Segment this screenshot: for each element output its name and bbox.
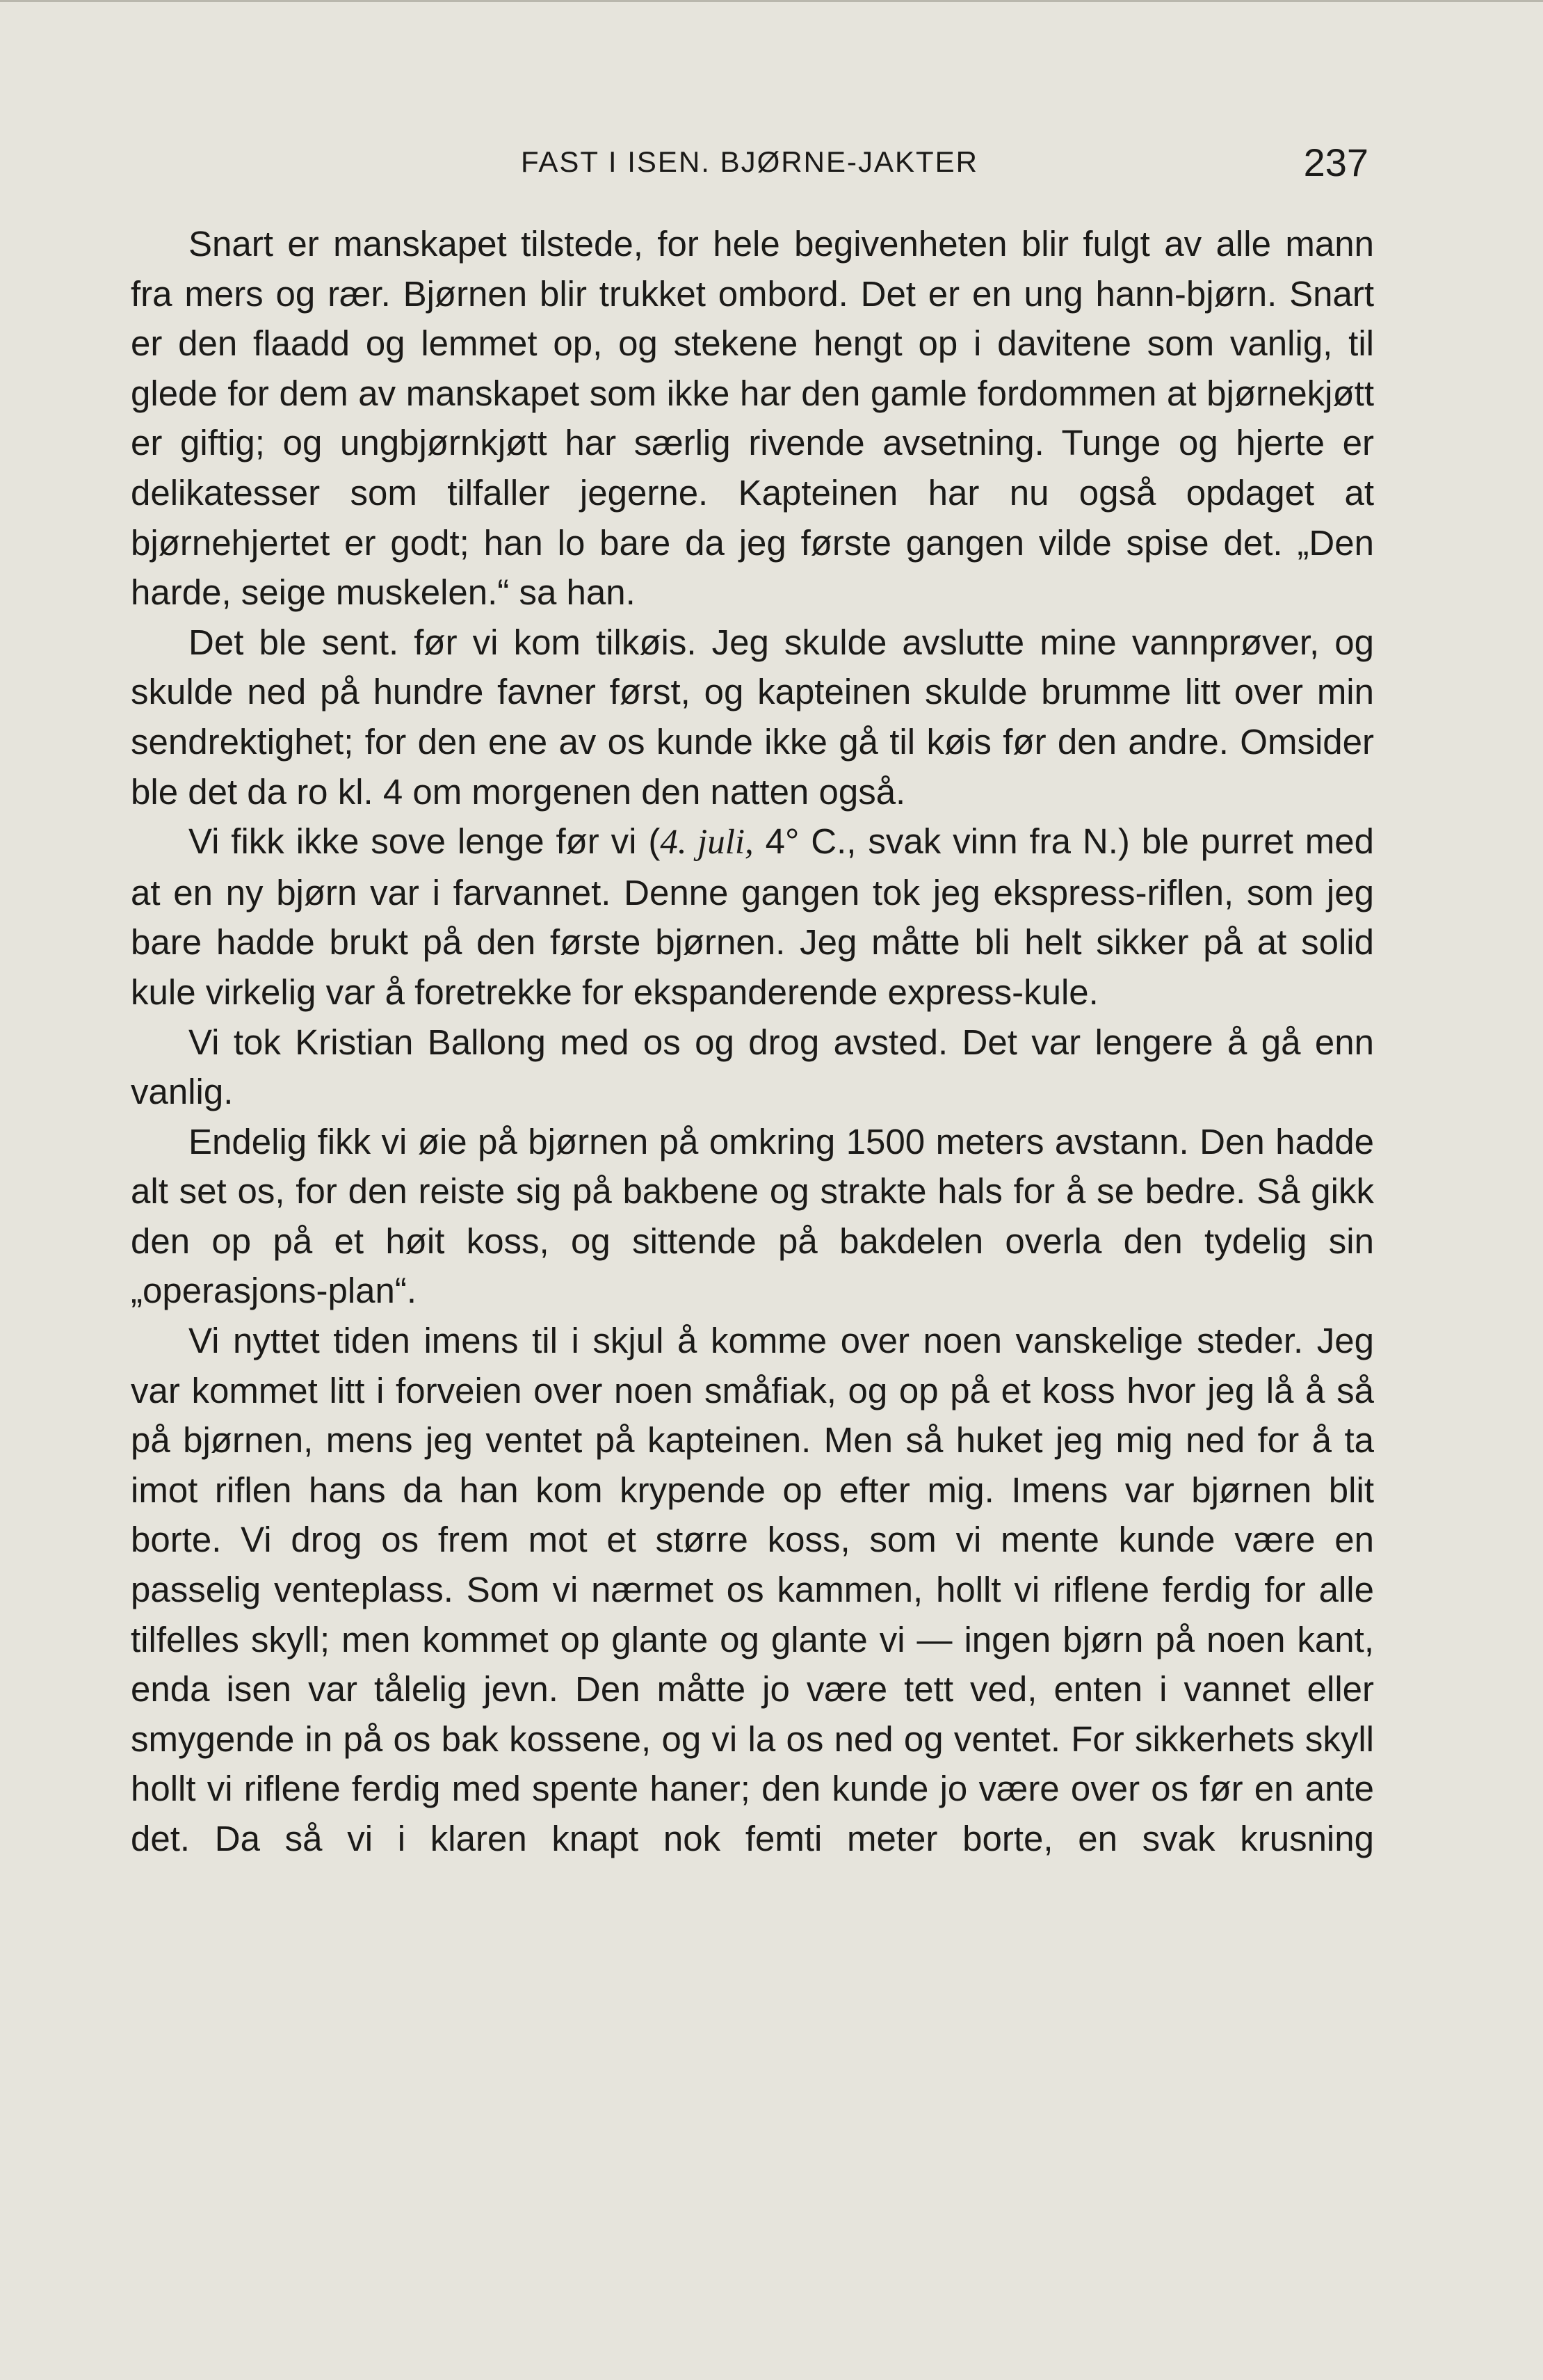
- paragraph: Det ble sent. før vi kom tilkøis. Jeg skulde avslutte mine vannprøver, og skulde ned på hundre favner først, og kapteinen skulde brumme litt over min sendrektighet; for den ene av os kunde ikke gå til køis før den andre. Omsider ble det da ro kl. 4 om morgenen den natten også.: [131, 622, 1374, 812]
- paragraph: Vi tok Kristian Ballong med os og drog avsted. Det var lengere å gå enn vanlig.: [131, 1022, 1374, 1112]
- paragraph: [131, 817, 1374, 1017]
- page-header: [131, 136, 1368, 191]
- paragraph: Snart er manskapet tilstede, for hele begivenheten blir fulgt av alle mann fra mers og rær. Bjørnen blir trukket ombord. Det er en ung hann-bjørn. Snart er den flaadd og lemmet op, og stekene hengt op i davitene som vanlig, til glede for dem av manskapet som ikke har den gamle fordommen at bjørnekjøtt er giftig; og ungbjørnkjøtt har særlig rivende avsetning. Tunge og hjerte er delikatesser som tilfaller jegerne. Kapteinen har nu også opdaget at bjørnehjertet er godt; han lo bare da jeg første gangen vilde spise det. „Den harde, seige muskelen.“ sa han.: [131, 224, 1374, 613]
- page-number: 237: [1303, 140, 1368, 184]
- paragraph: Endelig fikk vi øie på bjørnen på omkring 1500 meters avstann. Den hadde alt set os, for den reiste sig på bakbene og strakte hals for å se bedre. Så gikk den op på et høit koss, og sittende på bakdelen overla den tydelig sin „operasjons-plan“.: [131, 1121, 1374, 1311]
- paragraph-text: Vi fikk ikke sove lenge før vi (: [188, 821, 661, 862]
- body-text: [131, 219, 1374, 1864]
- paragraph-text: 4° C., svak vinn fra N.) ble purret med at en ny bjørn var i farvannet. Denne gangen tok jeg ekspress-riflen, som jeg bare hadde brukt på den første bjørnen. Jeg måtte bli helt sikker på at solid kule virkelig var å foretrekke for ekspanderende express-kule.: [131, 821, 1374, 1012]
- paragraph: Vi nyttet tiden imens til i skjul å komme over noen vanskelige steder. Jeg var kommet litt i forveien over noen småfiak, og op på et koss hvor jeg lå å så på bjørnen, mens jeg ventet på kapteinen. Men så huket jeg mig ned for å ta imot riflen hans da han kom krypende op efter mig. Imens var bjørnen blit borte. Vi drog os frem mot et større koss, som vi mente kunde være en passelig venteplass. Som vi nærmet os kammen, hollt vi riflene ferdig for alle tilfelles skyll; men kommet op glante og glante vi — ingen bjørn på noen kant, enda isen var tålelig jevn. Den måtte jo være tett ved, enten i vannet eller smygende in på os bak kossene, og vi la os ned og ventet. For sikkerhets skyll hollt vi riflene ferdig med spente haner; den kunde jo være over os før en ante det. Da så vi i klaren knapt nok femti meter borte, en svak krusning: [131, 1321, 1374, 1858]
- running-title: FAST I ISEN. BJØRNE-JAKTER: [520, 145, 978, 178]
- italic-date: 4. juli,: [660, 823, 754, 862]
